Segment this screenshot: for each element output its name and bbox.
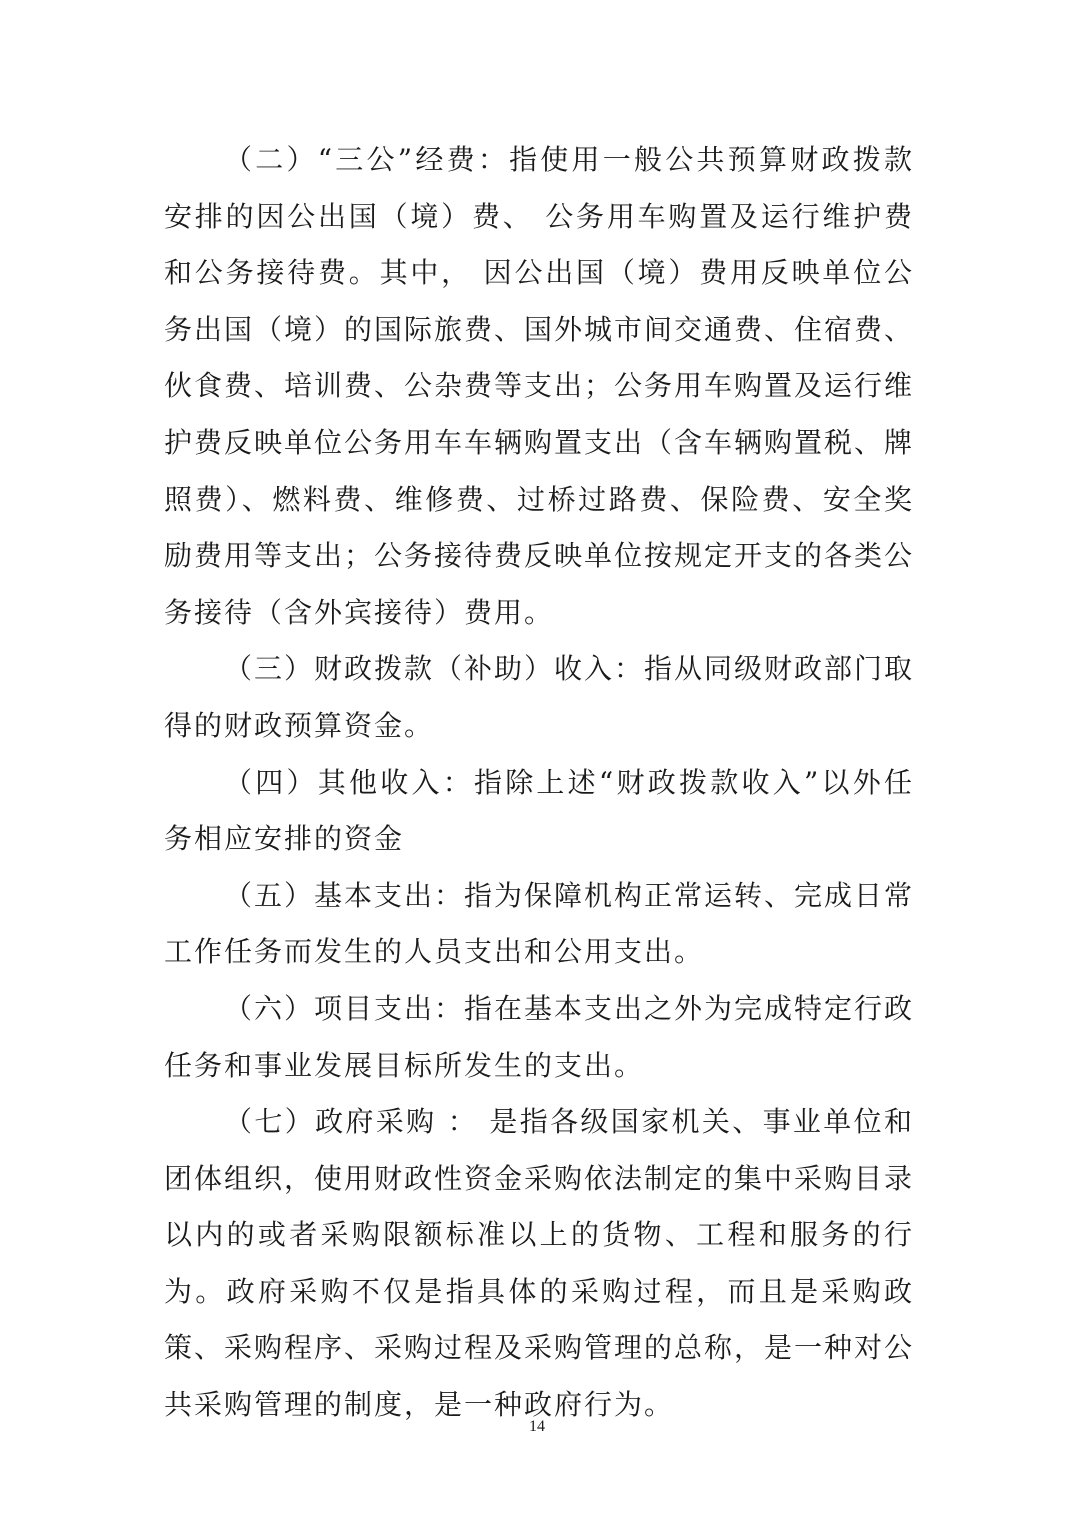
page-number: 14	[529, 1418, 545, 1435]
paragraph-other-income: （四）其他收入：指除上述“财政拨款收入”以外任务相应安排的资金	[164, 765, 914, 856]
paragraph-sangong-expenses: （二）“三公”经费：指使用一般公共预算财政拨款安排的因公出国（境）费、 公务用车购置及运行维护费和公务接待费。其中， 因公出国（境）费用反映单位公务出国（境）的国际旅费、国外城市间交通费、住宿费、伙食费、培训费、公杂费等支出；公务用车购置及运行维护费反映单位公务用车车辆购置支出（含车辆购置税、牌照费）、燃料费、维修费、过桥过路费、保险费、安全奖励费用等支出；公务接待费反映单位按规定开支的各类公务接待（含外宾接待）费用。	[164, 143, 915, 629]
paragraph-basic-expenditure: （五）基本支出：指为保障机构正常运转、完成日常工作任务而发生的人员支出和公用支出。	[164, 878, 915, 969]
paragraph-government-procurement: （七）政府采购 ： 是指各级国家机关、事业单位和团体组织，使用财政性资金采购依法制定的集中采购目录以内的或者采购限额标准以上的货物、工程和服务的行为。政府采购不仅是指具体的采购过程，而且是采购政策、采购程序、采购过程及采购管理的总称，是一种对公共采购管理的制度，是一种政府行为。	[164, 1105, 915, 1422]
document-body	[164, 132, 914, 1434]
paragraph-fiscal-appropriation-income: （三）财政拨款（补助）收入：指从同级财政部门取得的财政预算资金。	[164, 652, 915, 742]
paragraph-project-expenditure: （六）项目支出：指在基本支出之外为完成特定行政任务和事业发展目标所发生的支出。	[164, 991, 915, 1082]
